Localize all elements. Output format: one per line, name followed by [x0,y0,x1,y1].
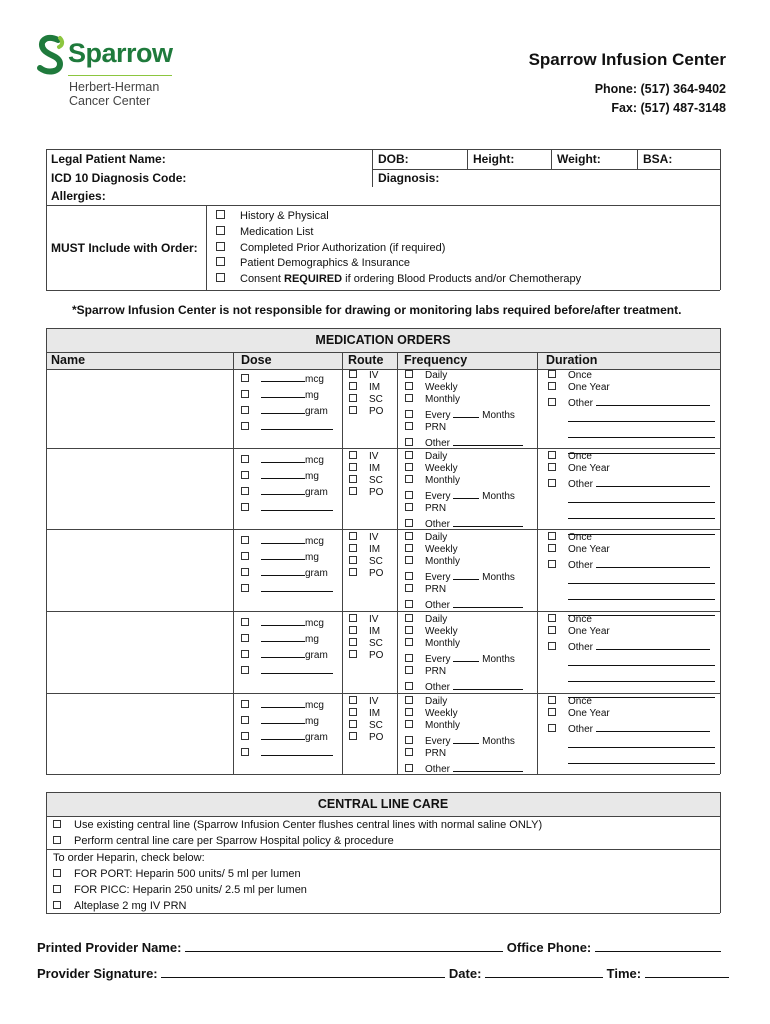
freq-monthly[interactable]: Monthly [405,394,523,406]
dose-option-mg[interactable]: mg [241,712,333,728]
legal-name-field[interactable]: Legal Patient Name: [51,152,166,166]
checkbox[interactable] [405,572,413,580]
cl-option-existing[interactable]: Use existing central line (Sparrow Infusion Center flushes central lines with normal saline ONLY) [53,817,542,833]
checkbox[interactable] [241,716,249,724]
checkbox[interactable] [349,720,357,728]
route-options [349,370,383,418]
freq-prn[interactable]: PRN [405,422,523,434]
central-line-options [53,817,542,849]
freq-every[interactable]: Every Months [405,487,523,503]
freq-prn[interactable]: PRN [405,584,523,596]
med-row-4 [46,612,720,693]
dose-option-mcg[interactable]: mcg [241,451,333,467]
col-frequency: Frequency [404,353,468,367]
dur-other-line[interactable] [548,752,715,768]
med-name-input[interactable] [50,452,230,522]
checkbox[interactable] [405,720,413,728]
checkbox[interactable] [405,438,413,446]
dur-once[interactable]: Once [548,696,715,708]
checkbox[interactable] [241,406,249,414]
checkbox[interactable] [241,374,249,382]
freq-prn[interactable]: PRN [405,666,523,678]
logo-line-2: Cancer Center [69,94,151,108]
checkbox[interactable] [216,242,225,251]
checkbox[interactable] [405,600,413,608]
logo-wordmark: Sparrow [68,38,173,68]
route-po[interactable]: PO [349,406,383,418]
freq-weekly[interactable]: Weekly [405,626,523,638]
route-sc[interactable]: SC [349,394,383,406]
route-sc[interactable]: SC [349,638,383,650]
central-line-title: CENTRAL LINE CARE [317,797,449,811]
dose-option-mcg[interactable]: mcg [241,370,333,386]
checkbox[interactable] [349,451,357,459]
dur-one-year[interactable]: One Year [548,708,715,720]
checkbox[interactable] [349,614,357,622]
checkbox[interactable] [349,532,357,540]
checkbox[interactable] [405,614,413,622]
checkbox[interactable] [241,487,249,495]
frequency-options [405,451,523,532]
checkbox[interactable] [241,568,249,576]
freq-daily[interactable]: Daily [405,614,523,626]
dose-option-gram[interactable]: gram [241,483,333,499]
freq-prn[interactable]: PRN [405,503,523,515]
dur-other-line[interactable] [548,426,715,442]
duration-options [548,696,715,768]
checkbox[interactable] [405,544,413,552]
dose-option-other[interactable] [241,499,333,515]
checkbox[interactable] [548,614,556,622]
medication-orders-title: MEDICATION ORDERS [315,333,451,347]
checkbox[interactable] [548,724,556,732]
freq-other[interactable]: Other [405,678,523,694]
checkbox[interactable] [548,642,556,650]
checkbox[interactable] [241,650,249,658]
dose-options [241,614,333,678]
route-options [349,614,383,662]
checkbox[interactable] [349,568,357,576]
checkbox[interactable] [53,836,61,844]
dose-option-mg[interactable]: mg [241,386,333,402]
dose-option-gram[interactable]: gram [241,728,333,744]
freq-monthly[interactable]: Monthly [405,556,523,568]
dose-options [241,370,333,434]
dose-option-mcg[interactable]: mcg [241,532,333,548]
checkbox[interactable] [216,257,225,266]
height-field[interactable]: Height: [473,152,515,166]
dur-one-year[interactable]: One Year [548,544,715,556]
dur-other[interactable]: Other [548,638,715,654]
heparin-port[interactable]: FOR PORT: Heparin 500 units/ 5 ml per lumen [53,866,307,882]
checkbox[interactable] [548,532,556,540]
freq-monthly[interactable]: Monthly [405,638,523,650]
checkbox[interactable] [405,519,413,527]
dob-field[interactable]: DOB: [378,152,409,166]
checkbox[interactable] [405,748,413,756]
checkbox[interactable] [241,536,249,544]
checkbox[interactable] [405,682,413,690]
must-item-auth[interactable]: Completed Prior Authorization (if required) [216,241,581,257]
must-item-consent[interactable]: Consent REQUIRED if ordering Blood Products and/or Chemotherapy [216,272,581,288]
med-row-3 [46,530,720,611]
route-im[interactable]: IM [349,544,383,556]
dur-one-year[interactable]: One Year [548,626,715,638]
dose-option-other[interactable] [241,580,333,596]
freq-daily[interactable]: Daily [405,532,523,544]
checkbox[interactable] [405,708,413,716]
med-name-input[interactable] [50,697,230,767]
dur-other-line[interactable] [548,491,715,507]
checkbox[interactable] [548,463,556,471]
duration-options [548,370,715,459]
freq-every[interactable]: Every Months [405,732,523,748]
dur-once[interactable]: Once [548,370,715,382]
heparin-picc[interactable]: FOR PICC: Heparin 250 units/ 2.5 ml per lumen [53,882,307,898]
dur-once[interactable]: Once [548,532,715,544]
checkbox[interactable] [405,451,413,459]
dose-option-mg[interactable]: mg [241,630,333,646]
dur-once[interactable]: Once [548,614,715,626]
cl-option-perform-care[interactable]: Perform central line care per Sparrow Hospital policy & procedure [53,833,542,849]
freq-prn[interactable]: PRN [405,748,523,760]
checkbox[interactable] [548,560,556,568]
checkbox[interactable] [349,650,357,658]
checkbox[interactable] [405,463,413,471]
checkbox[interactable] [548,382,556,390]
must-item-demographics[interactable]: Patient Demographics & Insurance [216,256,581,272]
checkbox[interactable] [405,422,413,430]
checkbox[interactable] [405,584,413,592]
checkbox[interactable] [548,626,556,634]
signature-label: Provider Signature: [37,966,158,981]
dur-other[interactable]: Other [548,556,715,572]
checkbox[interactable] [548,544,556,552]
route-iv[interactable]: IV [349,696,383,708]
time-field[interactable] [645,966,729,978]
freq-weekly[interactable]: Weekly [405,708,523,720]
dur-other[interactable]: Other [548,475,715,491]
col-dose: Dose [241,353,272,367]
route-sc[interactable]: SC [349,556,383,568]
freq-every[interactable]: Every Months [405,650,523,666]
dur-other[interactable]: Other [548,394,715,410]
checkbox[interactable] [405,532,413,540]
dur-one-year[interactable]: One Year [548,382,715,394]
checkbox[interactable] [53,901,61,909]
checkbox[interactable] [216,210,225,219]
date-field[interactable] [485,966,603,978]
office-phone-field[interactable] [595,940,721,952]
lab-notice: *Sparrow Infusion Center is not responsible for drawing or monitoring labs required before/after treatment. [72,303,682,317]
provider-name-field[interactable] [185,940,503,952]
checkbox[interactable] [349,732,357,740]
checkbox[interactable] [405,666,413,674]
col-name: Name [51,353,86,367]
checkbox[interactable] [241,390,249,398]
dose-option-other[interactable] [241,744,333,760]
dose-option-gram[interactable]: gram [241,646,333,662]
checkbox[interactable] [241,584,249,592]
checkbox[interactable] [349,406,357,414]
checkbox[interactable] [349,463,357,471]
freq-other[interactable]: Other [405,760,523,776]
dose-option-other[interactable] [241,662,333,678]
checkbox[interactable] [405,370,413,378]
duration-options [548,532,715,621]
checkbox[interactable] [349,708,357,716]
dur-other-line[interactable] [548,507,715,523]
checkbox[interactable] [349,626,357,634]
dur-one-year[interactable]: One Year [548,463,715,475]
med-name-input[interactable] [50,372,230,442]
checkbox[interactable] [241,748,249,756]
route-iv[interactable]: IV [349,532,383,544]
weight-field[interactable]: Weight: [557,152,601,166]
freq-other[interactable]: Other [405,434,523,450]
logo-line-1: Herbert-Herman [69,80,160,94]
checkbox[interactable] [405,503,413,511]
allergies-field[interactable]: Allergies: [51,189,106,203]
checkbox[interactable] [548,370,556,378]
route-iv[interactable]: IV [349,370,383,382]
heparin-options [53,850,307,914]
route-po[interactable]: PO [349,732,383,744]
checkbox[interactable] [53,820,61,828]
provider-name-label: Printed Provider Name: [37,940,182,955]
dur-other[interactable]: Other [548,720,715,736]
checkbox[interactable] [405,654,413,662]
freq-monthly[interactable]: Monthly [405,720,523,732]
route-sc[interactable]: SC [349,720,383,732]
checkbox[interactable] [241,618,249,626]
sparrow-logo-icon [36,34,66,76]
dur-other-line[interactable] [548,670,715,686]
date-label: Date: [448,966,482,981]
signature-field[interactable] [161,966,445,978]
center-title: Sparrow Infusion Center [528,50,726,69]
dose-option-mcg[interactable]: mcg [241,614,333,630]
frequency-options [405,532,523,613]
must-item-history[interactable]: History & Physical [216,209,581,225]
checkbox[interactable] [349,370,357,378]
route-sc[interactable]: SC [349,475,383,487]
checkbox[interactable] [241,634,249,642]
checkbox[interactable] [405,638,413,646]
col-route: Route [348,353,384,367]
freq-weekly[interactable]: Weekly [405,463,523,475]
freq-monthly[interactable]: Monthly [405,475,523,487]
logo-divider [68,75,172,76]
dose-options [241,451,333,515]
med-name-input[interactable] [50,615,230,685]
checkbox[interactable] [241,732,249,740]
route-im[interactable]: IM [349,463,383,475]
checkbox[interactable] [548,398,556,406]
med-name-input[interactable] [50,533,230,603]
dur-other-line[interactable] [548,736,715,752]
logo [36,32,176,112]
bsa-field[interactable]: BSA: [643,152,673,166]
checkbox[interactable] [405,736,413,744]
center-phone: Phone: (517) 364-9402 [594,82,726,96]
heparin-intro: To order Heparin, check below: [53,852,205,864]
route-po[interactable]: PO [349,487,383,499]
checkbox[interactable] [241,700,249,708]
checkbox[interactable] [349,544,357,552]
checkbox[interactable] [405,394,413,402]
dose-option-mcg[interactable]: mcg [241,696,333,712]
checkbox[interactable] [216,226,225,235]
route-iv[interactable]: IV [349,614,383,626]
provider-name-row [37,940,721,955]
freq-other[interactable]: Other [405,515,523,531]
checkbox[interactable] [405,696,413,704]
freq-every[interactable]: Every Months [405,568,523,584]
time-label: Time: [606,966,642,981]
checkbox[interactable] [53,885,61,893]
dose-option-gram[interactable]: gram [241,402,333,418]
dur-other-line[interactable] [548,654,715,670]
route-po[interactable]: PO [349,568,383,580]
checkbox[interactable] [405,475,413,483]
checkbox[interactable] [349,382,357,390]
office-phone-label: Office Phone: [506,940,592,955]
duration-options [548,614,715,703]
diagnosis-field[interactable]: Diagnosis: [378,171,440,185]
col-duration: Duration [546,353,598,367]
provider-signature-row [37,966,729,981]
checkbox[interactable] [349,696,357,704]
dur-once[interactable]: Once [548,451,715,463]
route-options [349,451,383,499]
must-include-label: MUST Include with Order: [51,241,198,255]
checkbox[interactable] [405,556,413,564]
dose-option-gram[interactable]: gram [241,564,333,580]
dur-other-line[interactable] [548,572,715,588]
checkbox[interactable] [548,708,556,716]
med-row-5 [46,694,720,774]
dose-option-mg[interactable]: mg [241,548,333,564]
checkbox[interactable] [405,410,413,418]
checkbox[interactable] [53,869,61,877]
freq-other[interactable]: Other [405,596,523,612]
center-fax: Fax: (517) 487-3148 [611,101,726,115]
checkbox[interactable] [216,273,225,282]
med-row-2 [46,449,720,529]
frequency-options [405,696,523,777]
alteplase-option[interactable]: Alteplase 2 mg IV PRN [53,898,307,914]
route-po[interactable]: PO [349,650,383,662]
checkbox[interactable] [349,394,357,402]
duration-options [548,451,715,540]
checkbox[interactable] [241,471,249,479]
route-options [349,696,383,744]
frequency-options [405,370,523,451]
med-row-1 [46,369,720,448]
checkbox[interactable] [405,764,413,772]
route-im[interactable]: IM [349,708,383,720]
checkbox[interactable] [548,479,556,487]
freq-every[interactable]: Every Months [405,406,523,422]
checkbox[interactable] [241,503,249,511]
freq-daily[interactable]: Daily [405,696,523,708]
checkbox[interactable] [349,487,357,495]
checkbox[interactable] [349,556,357,564]
dur-other-line[interactable] [548,410,715,426]
checkbox[interactable] [241,666,249,674]
route-im[interactable]: IM [349,382,383,394]
checkbox[interactable] [548,451,556,459]
frequency-options [405,614,523,695]
freq-daily[interactable]: Daily [405,451,523,463]
route-iv[interactable]: IV [349,451,383,463]
checkbox[interactable] [349,638,357,646]
freq-weekly[interactable]: Weekly [405,544,523,556]
checkbox[interactable] [548,696,556,704]
dose-option-other[interactable] [241,418,333,434]
checkbox[interactable] [241,422,249,430]
dose-options [241,532,333,596]
must-include-list [216,209,581,288]
must-item-medlist[interactable]: Medication List [216,225,581,241]
route-options [349,532,383,580]
freq-daily[interactable]: Daily [405,370,523,382]
checkbox[interactable] [241,552,249,560]
freq-weekly[interactable]: Weekly [405,382,523,394]
route-im[interactable]: IM [349,626,383,638]
dose-option-mg[interactable]: mg [241,467,333,483]
checkbox[interactable] [349,475,357,483]
checkbox[interactable] [405,382,413,390]
dur-other-line[interactable] [548,588,715,604]
checkbox[interactable] [405,626,413,634]
dose-options [241,696,333,760]
checkbox[interactable] [405,491,413,499]
icd-code-field[interactable]: ICD 10 Diagnosis Code: [51,171,187,185]
checkbox[interactable] [241,455,249,463]
